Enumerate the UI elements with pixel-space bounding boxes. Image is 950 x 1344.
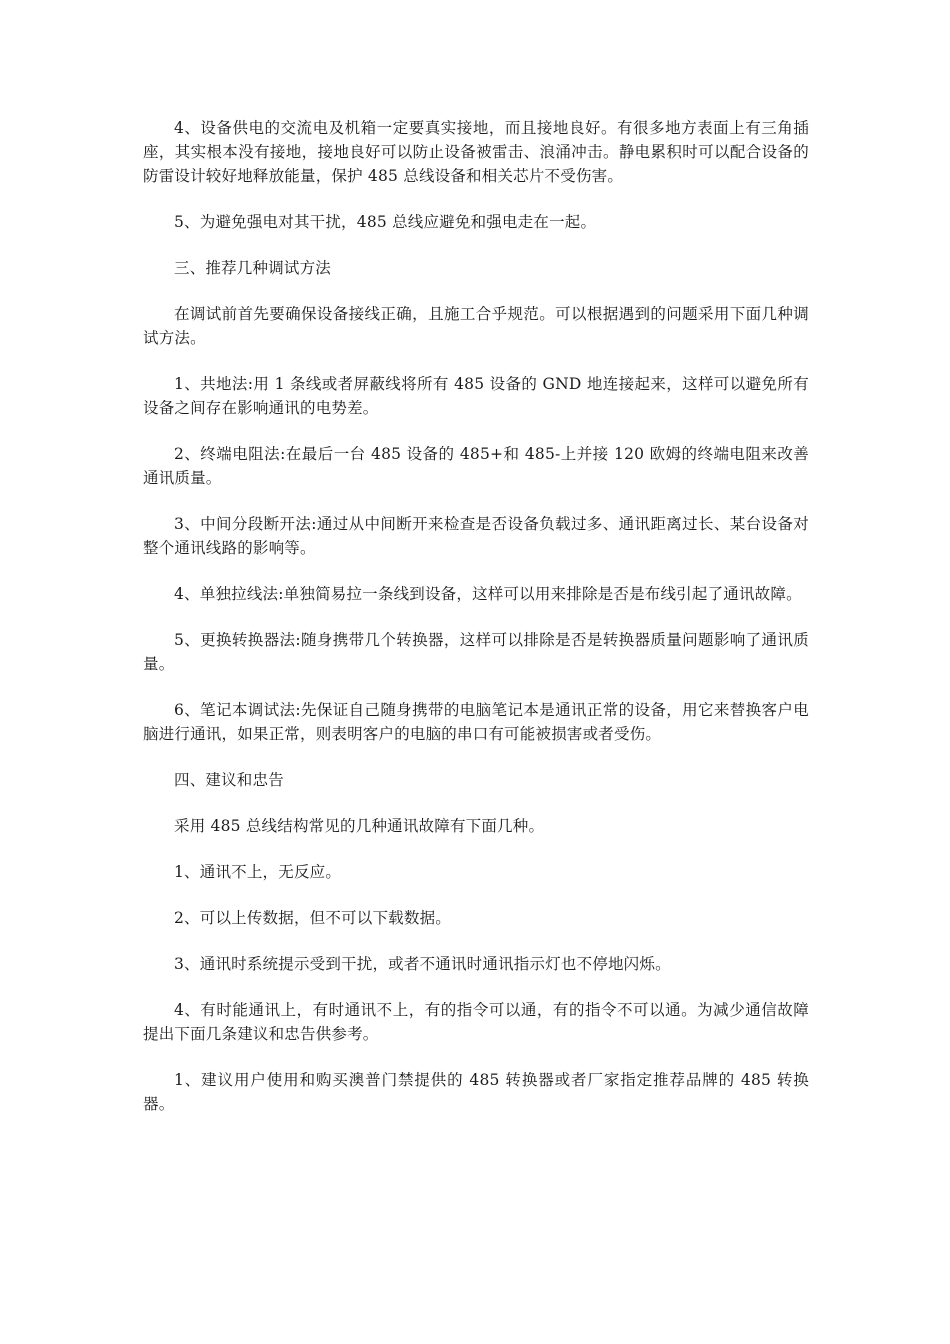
paragraph-replace-converter: 5、更换转换器法:随身携带几个转换器，这样可以排除是否是转换器质量问题影响了通讯质量。 — [143, 631, 809, 673]
paragraph-faults-intro: 采用 485 总线结构常见的几种通讯故障有下面几种。 — [174, 817, 545, 835]
paragraph-terminal-resistor: 2、终端电阻法:在最后一台 485 设备的 485+和 485-上并接 120 欧姆的终端电阻来改善通讯质量。 — [143, 445, 809, 487]
paragraph-fault-1: 1、通讯不上，无反应。 — [174, 863, 342, 881]
paragraph-fault-2: 2、可以上传数据，但不可以下载数据。 — [174, 909, 451, 927]
paragraph-fault-3: 3、通讯时系统提示受到干扰，或者不通讯时通讯指示灯也不停地闪烁。 — [174, 955, 671, 973]
paragraph-advice-1: 1、建议用户使用和购买澳普门禁提供的 485 转换器或者厂家指定推荐品牌的 485 转换器。 — [143, 1071, 809, 1113]
paragraph-common-ground: 1、共地法:用 1 条线或者屏蔽线将所有 485 设备的 GND 地连接起来，这样可以避免所有设备之间存在影响通讯的电势差。 — [143, 375, 809, 417]
paragraph-separate-wire: 4、单独拉线法:单独简易拉一条线到设备，这样可以用来排除是否是布线引起了通讯故障。 — [174, 585, 802, 603]
paragraph-laptop-debug: 6、笔记本调试法:先保证自己随身携带的电脑笔记本是通讯正常的设备，用它来替换客户电脑进行通讯，如果正常，则表明客户的电脑的串口有可能被损害或者受伤。 — [143, 701, 809, 743]
paragraph-segment-disconnect: 3、中间分段断开法:通过从中间断开来检查是否设备负载过多、通讯距离过长、某台设备对整个通讯线路的影响等。 — [143, 515, 809, 557]
paragraph-debug-intro: 在调试前首先要确保设备接线正确，且施工合乎规范。可以根据遇到的问题采用下面几种调试方法。 — [143, 305, 809, 347]
section-heading-advice: 四、建议和忠告 — [174, 771, 284, 789]
paragraph-grounding: 4、设备供电的交流电及机箱一定要真实接地，而且接地良好。有很多地方表面上有三角插座，其实根本没有接地，接地良好可以防止设备被雷击、浪涌冲击。静电累积时可以配合设备的防雷设计较好地释放能量，保护 485 总线设备和相关芯片不受伤害。 — [143, 119, 809, 185]
section-heading-debug-methods: 三、推荐几种调试方法 — [174, 259, 332, 277]
document-body — [143, 116, 809, 1138]
paragraph-fault-4: 4、有时能通讯上，有时通讯不上，有的指令可以通，有的指令不可以通。为减少通信故障提出下面几条建议和忠告供参考。 — [143, 1001, 809, 1043]
paragraph-avoid-power-lines: 5、为避免强电对其干扰，485 总线应避免和强电走在一起。 — [174, 213, 597, 231]
